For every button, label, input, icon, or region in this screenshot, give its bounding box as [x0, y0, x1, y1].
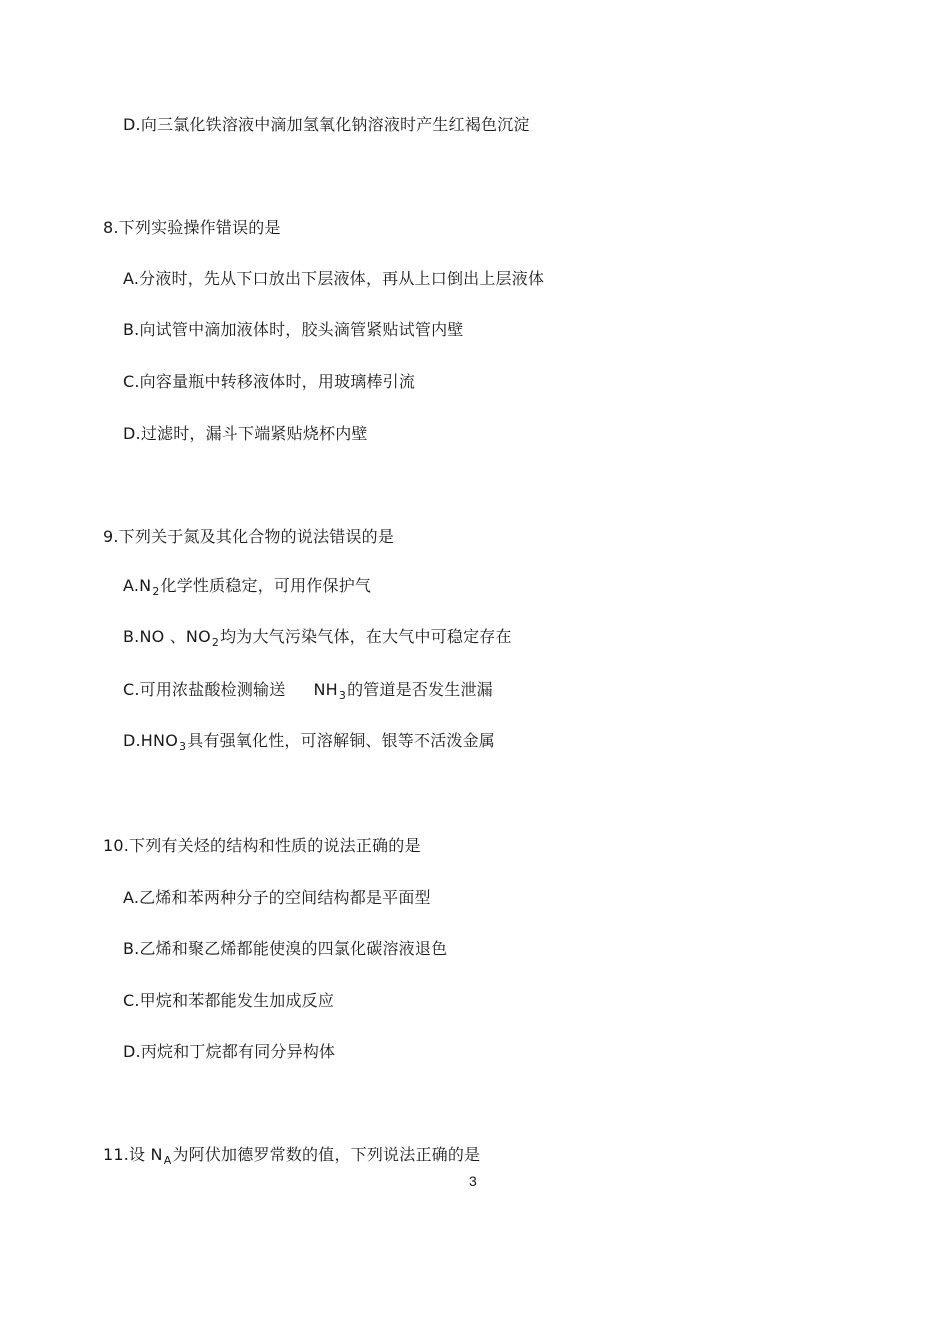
subscript: 2: [152, 585, 160, 598]
question-10-option-d: [123, 1042, 335, 1062]
option-text: 甲烷和苯都能发生加成反应: [139, 991, 335, 1010]
option-d-prev-question: [123, 115, 530, 135]
option-label: B.NO 、NO: [123, 627, 211, 646]
question-9-option-c: [123, 680, 493, 702]
option-text-pre: C.可用浓盐酸检测输送: [123, 680, 286, 699]
option-text: 向容量瓶中转移液体时，用玻璃棒引流: [139, 372, 416, 391]
question-9-option-d: [123, 731, 495, 753]
question-10-stem: 10.下列有关烃的结构和性质的说法正确的是: [103, 836, 421, 855]
option-label: C.: [123, 991, 140, 1010]
question-8-option-d: [123, 424, 368, 444]
option-text: 的管道是否发生泄漏: [347, 680, 493, 699]
option-label: D.HNO: [123, 731, 178, 750]
option-label: D.: [123, 424, 141, 443]
question-9-option-a: [123, 576, 371, 598]
option-label: D.: [123, 1042, 141, 1061]
subscript: 3: [338, 689, 347, 702]
question-9-stem: 9.下列关于氮及其化合物的说法错误的是: [103, 527, 395, 546]
option-text: 向试管中滴加液体时，胶头滴管紧贴试管内壁: [139, 320, 464, 339]
formula: NH: [313, 680, 338, 699]
option-text: 化学性质稳定，可用作保护气: [160, 576, 372, 595]
option-label: B.: [123, 939, 140, 958]
option-text: 乙烯和苯两种分子的空间结构都是平面型: [139, 888, 431, 907]
subscript: 3: [179, 740, 187, 753]
question-10-option-b: [123, 939, 447, 959]
subscript: A: [163, 1154, 172, 1167]
question-8-stem: 8.下列实验操作错误的是: [103, 218, 281, 237]
question-10-option-a: [123, 888, 431, 908]
option-text: 具有强氧化性，可溶解铜、银等不活泼金属: [187, 731, 496, 750]
question-8-option-a: [123, 269, 544, 289]
option-text: 乙烯和聚乙烯都能使溴的四氯化碳溶液退色: [139, 939, 448, 958]
option-label: B.: [123, 320, 140, 339]
subscript: 2: [211, 636, 220, 649]
option-label: A.N: [123, 576, 152, 595]
option-text: 分液时，先从下口放出下层液体，再从上口倒出上层液体: [139, 269, 545, 288]
question-9-option-b: [123, 627, 512, 649]
option-text: 均为大气污染气体，在大气中可稳定存在: [220, 627, 512, 646]
question-10-option-c: [123, 991, 334, 1011]
stem-pre: 11.设 N: [103, 1145, 163, 1164]
option-label: C.: [123, 372, 140, 391]
option-label: A.: [123, 888, 140, 907]
option-label: A.: [123, 269, 140, 288]
stem-text: 为阿伏加德罗常数的值，下列说法正确的是: [172, 1145, 481, 1164]
option-text: 丙烷和丁烷都有同分异构体: [140, 1042, 336, 1061]
option-text: 过滤时，漏斗下端紧贴烧杯内壁: [140, 424, 368, 443]
question-8-option-b: [123, 320, 463, 340]
question-8-option-c: [123, 372, 415, 392]
option-label: D.: [123, 115, 141, 134]
page-number: 3: [469, 1173, 477, 1189]
question-11-stem: [103, 1145, 480, 1167]
option-text: 向三氯化铁溶液中滴加氢氧化钠溶液时产生红褐色沉淀: [140, 115, 530, 134]
